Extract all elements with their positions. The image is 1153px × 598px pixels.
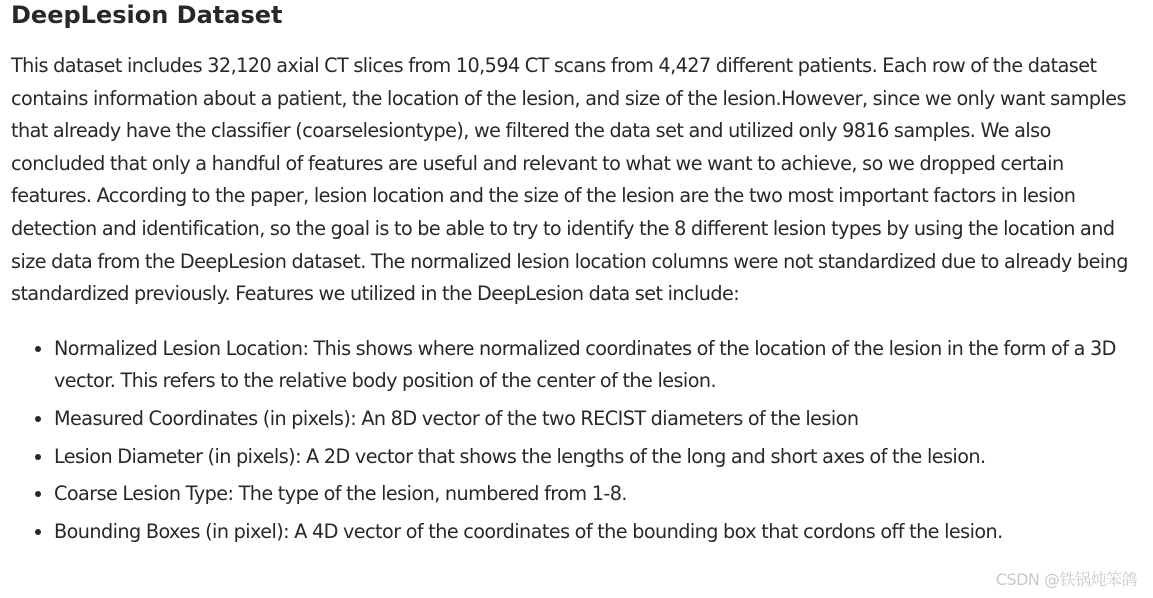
features-list: [11, 333, 1141, 549]
csdn-watermark: CSDN @铁锅炖笨鸽: [995, 570, 1137, 589]
section-title: DeepLesion Dataset: [11, 1, 283, 29]
list-item: • Coarse Lesion Type: The type of the lesion, numbered from 1-8.: [54, 478, 1141, 511]
intro-paragraph: This dataset includes 32,120 axial CT slices from 10,594 CT scans from 4,427 different patients. Each row of the dataset contains information about a patient, the location of the lesion, and size of the lesion.However, since we only want samples that already have the classifier (coarselesiontype), we filtered the data set and utilized only 9816 samples. We also concluded that only a handful of features are useful and relevant to what we want to achieve, so we dropped certain features. According to the paper, lesion location and the size of the lesion are the two most important factors in lesion detection and identification, so the goal is to be able to try to identify the 8 different lesion types by using the location and size data from the DeepLesion dataset. The normalized lesion location columns were not standardized due to already being standardized previously. Features we utilized in the DeepLesion data set include:: [11, 54, 1128, 306]
list-item: • Lesion Diameter (in pixels): A 2D vector that shows the lengths of the long and short axes of the lesion.: [54, 441, 1141, 474]
article: [11, 0, 1141, 553]
list-item: • Bounding Boxes (in pixel): A 4D vector of the coordinates of the bounding box that cordons off the lesion.: [54, 516, 1141, 549]
list-item: • Normalized Lesion Location: This shows where normalized coordinates of the location of the lesion in the form of a 3D vector. This refers to the relative body position of the center of the lesion.: [54, 333, 1141, 398]
list-item: • Measured Coordinates (in pixels): An 8D vector of the two RECIST diameters of the lesion: [54, 403, 1141, 436]
